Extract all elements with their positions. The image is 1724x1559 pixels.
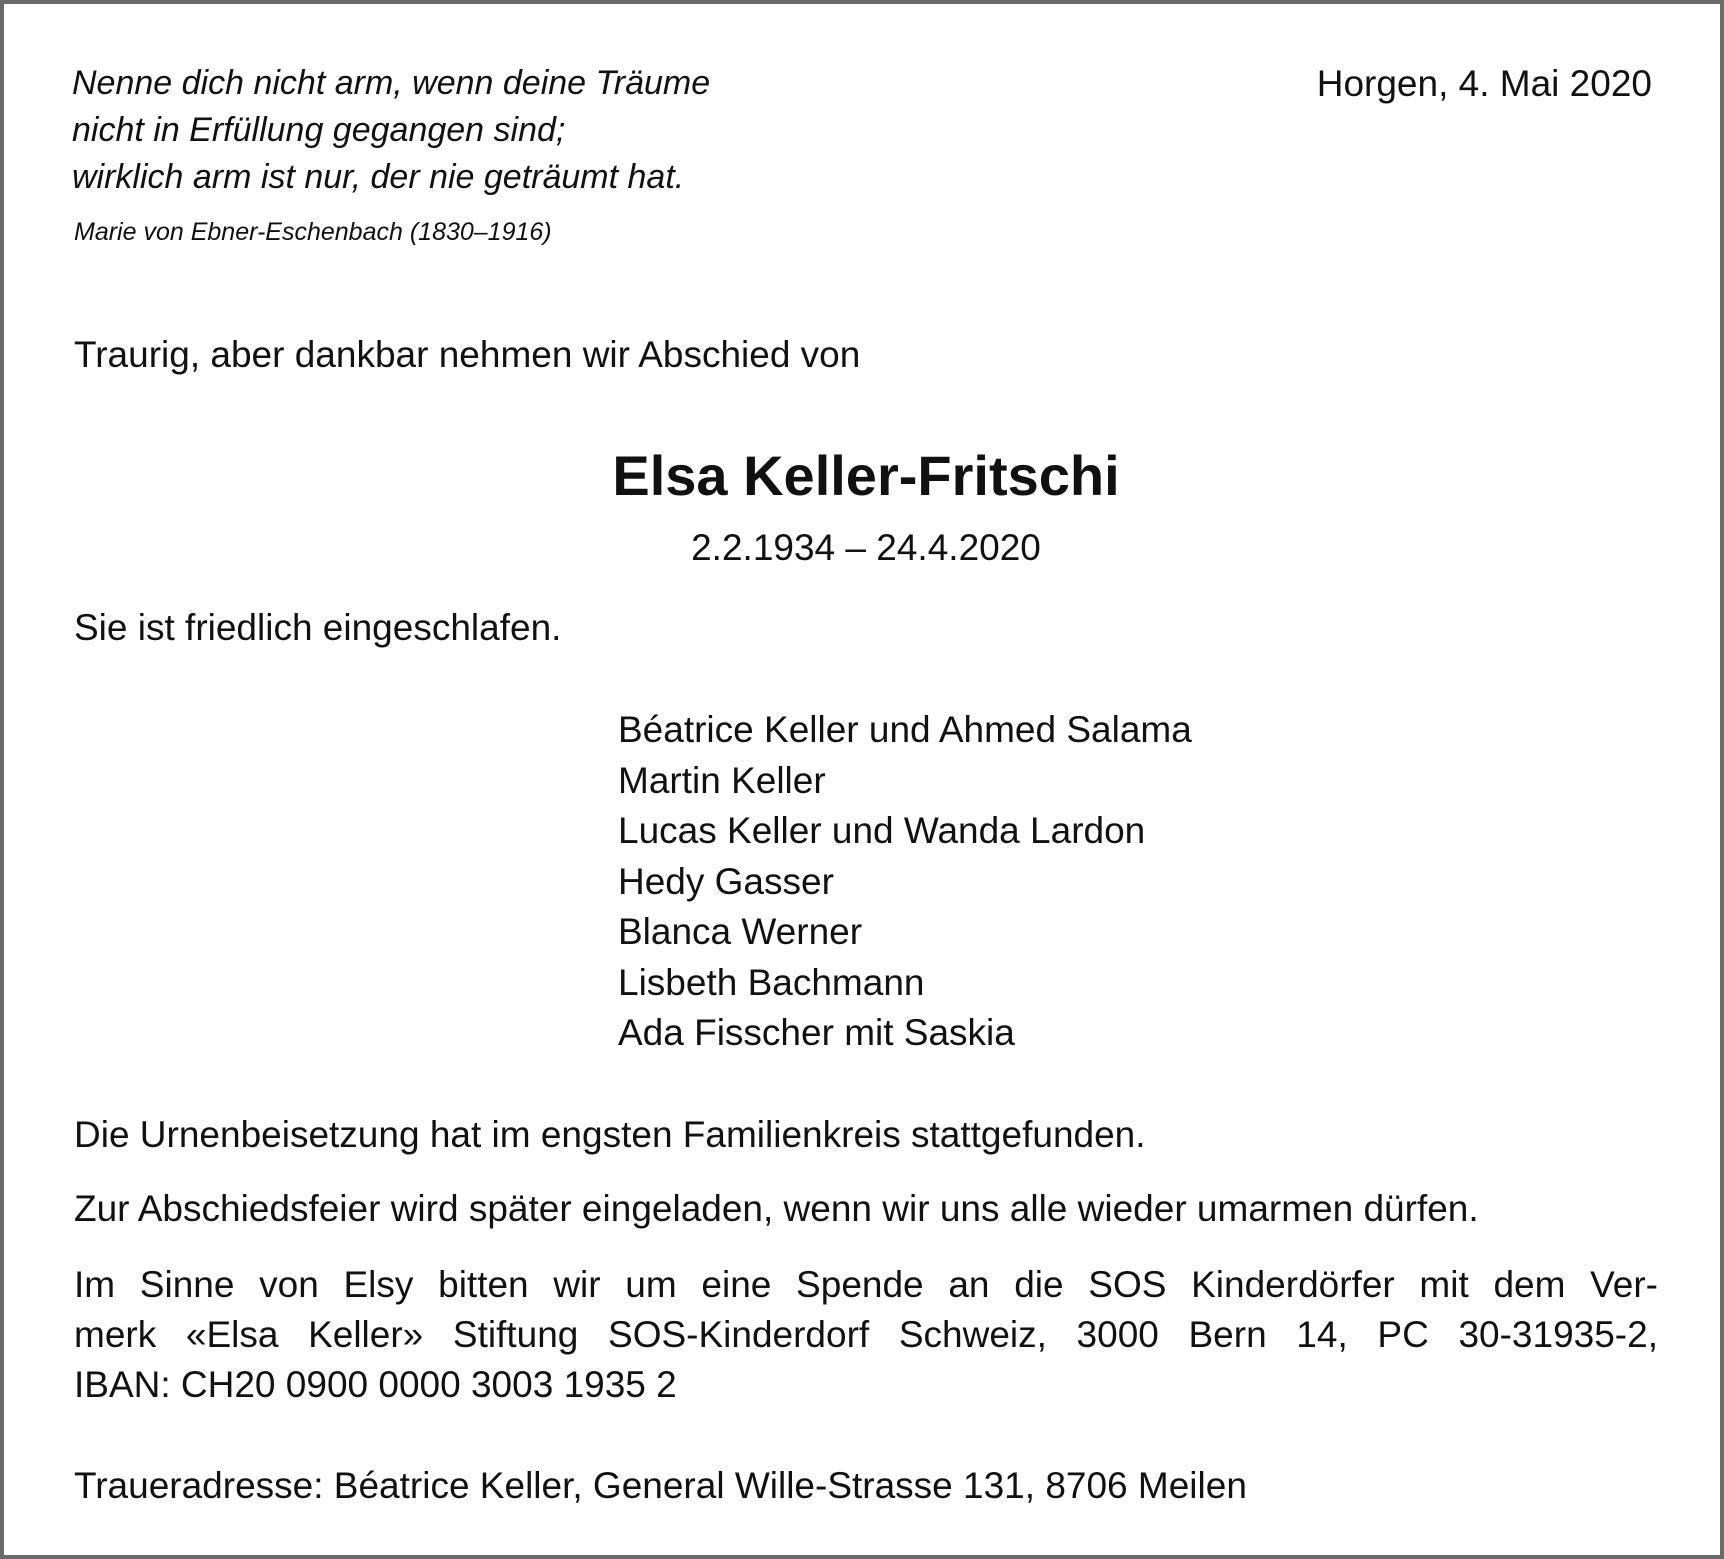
deceased-name: Elsa Keller-Fritschi (612, 444, 1120, 507)
mourner-name: Martin Keller (618, 759, 826, 801)
mourning-address: Traueradresse: Béatrice Keller, General Wille-Strasse 131, 8706 Meilen (74, 1465, 1247, 1506)
donation-line: merk «Elsa Keller» Stiftung SOS-Kinderdorf Schweiz, 3000 Bern 14, PC 30-31935-2, (74, 1314, 1658, 1355)
mourner-name: Hedy Gasser (618, 860, 834, 902)
quote-line: nicht in Erfüllung gegangen sind; (72, 111, 566, 149)
mourner-name: Blanca Werner (618, 911, 863, 952)
mourners-list (618, 705, 1192, 1059)
mourner-name: Ada Fisscher mit Saskia (618, 1012, 1015, 1053)
mourner-name: Béatrice Keller und Ahmed Salama (618, 709, 1192, 750)
intro-text: Traurig, aber dankbar nehmen wir Abschied von (74, 334, 861, 375)
farewell-notice: Zur Abschiedsfeier wird später eingeladen, wenn wir uns alle wieder umarmen dürfen. (74, 1188, 1479, 1229)
quote-author: Marie von Ebner-Eschenbach (1830–1916) (74, 218, 552, 246)
epigraph-quote (72, 60, 710, 201)
mourner-name: Lucas Keller und Wanda Lardon (618, 810, 1146, 851)
donation-line: Im Sinne von Elsy bitten wir um eine Spende an die SOS Kinderdörfer mit dem Ver- (74, 1264, 1658, 1305)
mourner-name: Lisbeth Bachmann (618, 961, 925, 1003)
donation-line: IBAN: CH20 0900 0000 3003 1935 2 (74, 1364, 677, 1405)
urn-burial-notice: Die Urnenbeisetzung hat im engsten Familienkreis stattgefunden. (74, 1114, 1146, 1155)
place-and-date: Horgen, 4. Mai 2020 (1316, 63, 1652, 104)
life-dates: 2.2.1934 – 24.4.2020 (691, 527, 1041, 568)
quote-line: wirklich arm ist nur, der nie geträumt hat. (72, 158, 685, 196)
peaceful-statement: Sie ist friedlich eingeschlafen. (74, 607, 562, 648)
quote-line: Nenne dich nicht arm, wenn deine Träume (72, 64, 711, 102)
donation-request (74, 1260, 1658, 1410)
